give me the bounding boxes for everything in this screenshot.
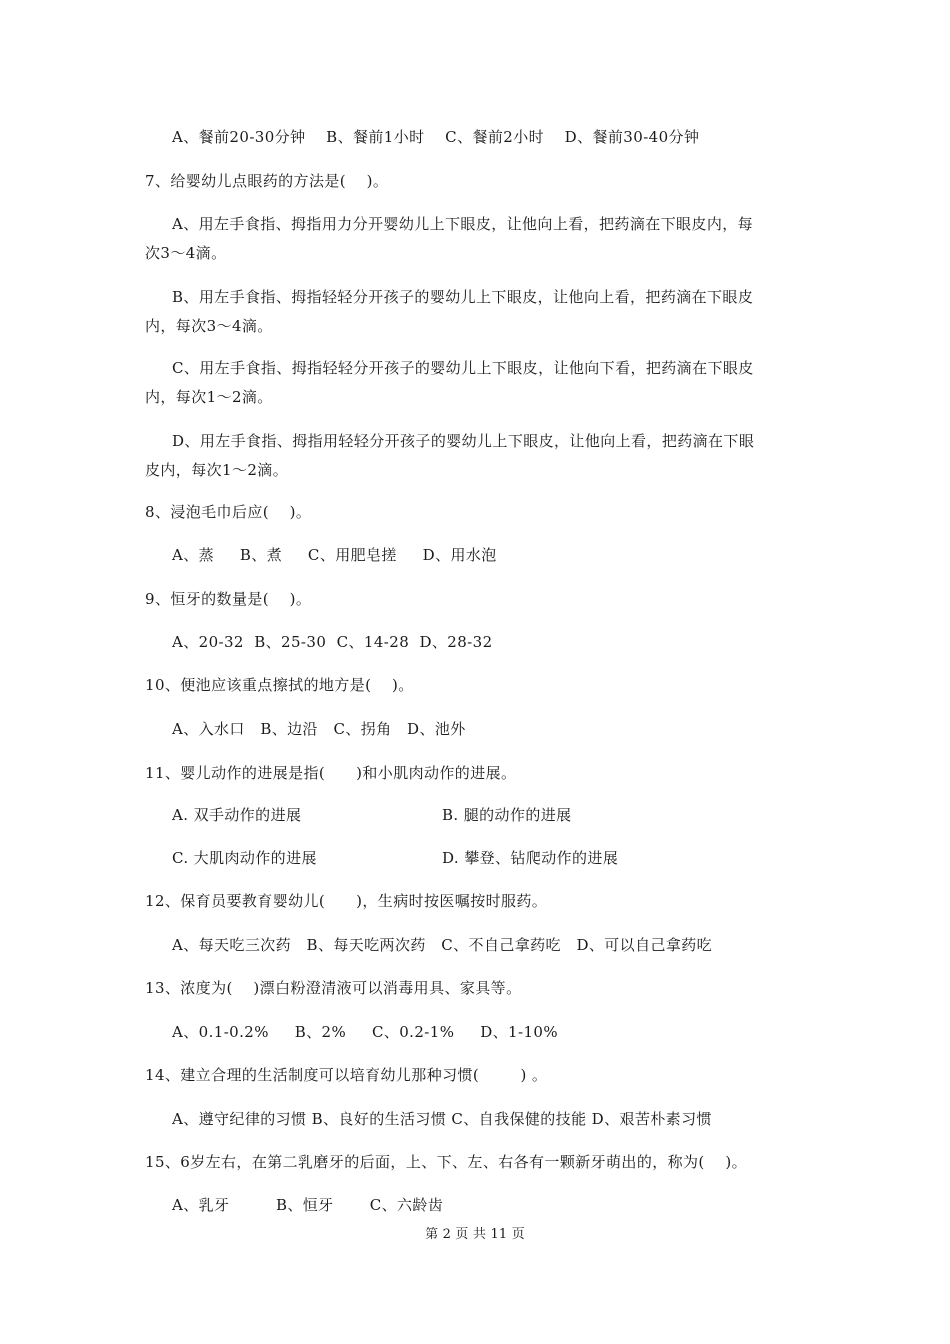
q7-stem: 7、给婴幼儿点眼药的方法是( )。 (145, 172, 389, 190)
q7-option-a-line2: 次3～4滴。 (145, 244, 227, 262)
q12-stem: 12、保育员要教育婴幼儿( )，生病时按医嘱按时服药。 (145, 892, 548, 910)
q15-stem: 15、6岁左右，在第二乳磨牙的后面，上、下、左、右各有一颗新牙萌出的，称为( )。 (145, 1153, 748, 1171)
q9-stem: 9、恒牙的数量是( )。 (145, 590, 312, 608)
q7-option-a-line1: A、用左手食指、拇指用力分开婴幼儿上下眼皮，让他向上看，把药滴在下眼皮内，每 (172, 215, 754, 233)
q14-options: A、遵守纪律的习惯 B、良好的生活习惯 C、自我保健的技能 D、艰苦朴素习惯 (172, 1110, 712, 1128)
q11-option-c: C. 大肌肉动作的进展 (172, 849, 317, 867)
q14-stem: 14、建立合理的生活制度可以培育幼儿那种习惯( ) 。 (145, 1066, 548, 1084)
q11-option-b: B. 腿的动作的进展 (442, 806, 572, 824)
page-footer: 第 2 页 共 11 页 (425, 1227, 525, 1242)
q8-options: A、蒸 B、煮 C、用肥皂搓 D、用水泡 (172, 546, 497, 564)
q7-option-d-line2: 皮内，每次1～2滴。 (145, 461, 289, 479)
q7-option-b-line1: B、用左手食指、拇指轻轻分开孩子的婴幼儿上下眼皮，让他向上看，把药滴在下眼皮 (172, 288, 754, 306)
q10-options: A、入水口 B、边沿 C、拐角 D、池外 (172, 720, 466, 738)
q13-stem: 13、浓度为( )漂白粉澄清液可以消毒用具、家具等。 (145, 979, 522, 997)
q7-option-c-line1: C、用左手食指、拇指轻轻分开孩子的婴幼儿上下眼皮，让他向下看，把药滴在下眼皮 (172, 359, 754, 377)
q6-options: A、餐前20-30分钟 B、餐前1小时 C、餐前2小时 D、餐前30-40分钟 (172, 128, 700, 146)
q11-stem: 11、婴儿动作的进展是指( )和小肌肉动作的进展。 (145, 764, 517, 782)
q12-options: A、每天吃三次药 B、每天吃两次药 C、不自己拿药吃 D、可以自己拿药吃 (172, 936, 713, 954)
q13-options: A、0.1-0.2% B、2% C、0.2-1% D、1-10% (172, 1023, 558, 1041)
q11-option-d: D. 攀登、钻爬动作的进展 (442, 849, 619, 867)
q11-option-a: A. 双手动作的进展 (172, 806, 302, 824)
q15-options: A、乳牙 B、恒牙 C、六龄齿 (172, 1196, 444, 1214)
q7-option-d-line1: D、用左手食指、拇指用轻轻分开孩子的婴幼儿上下眼皮，让他向上看，把药滴在下眼 (172, 432, 755, 450)
q7-option-b-line2: 内，每次3～4滴。 (145, 317, 273, 335)
q10-stem: 10、便池应该重点擦拭的地方是( )。 (145, 676, 414, 694)
q9-options: A、20-32 B、25-30 C、14-28 D、28-32 (172, 633, 493, 651)
q8-stem: 8、浸泡毛巾后应( )。 (145, 503, 312, 521)
q7-option-c-line2: 内，每次1～2滴。 (145, 388, 273, 406)
